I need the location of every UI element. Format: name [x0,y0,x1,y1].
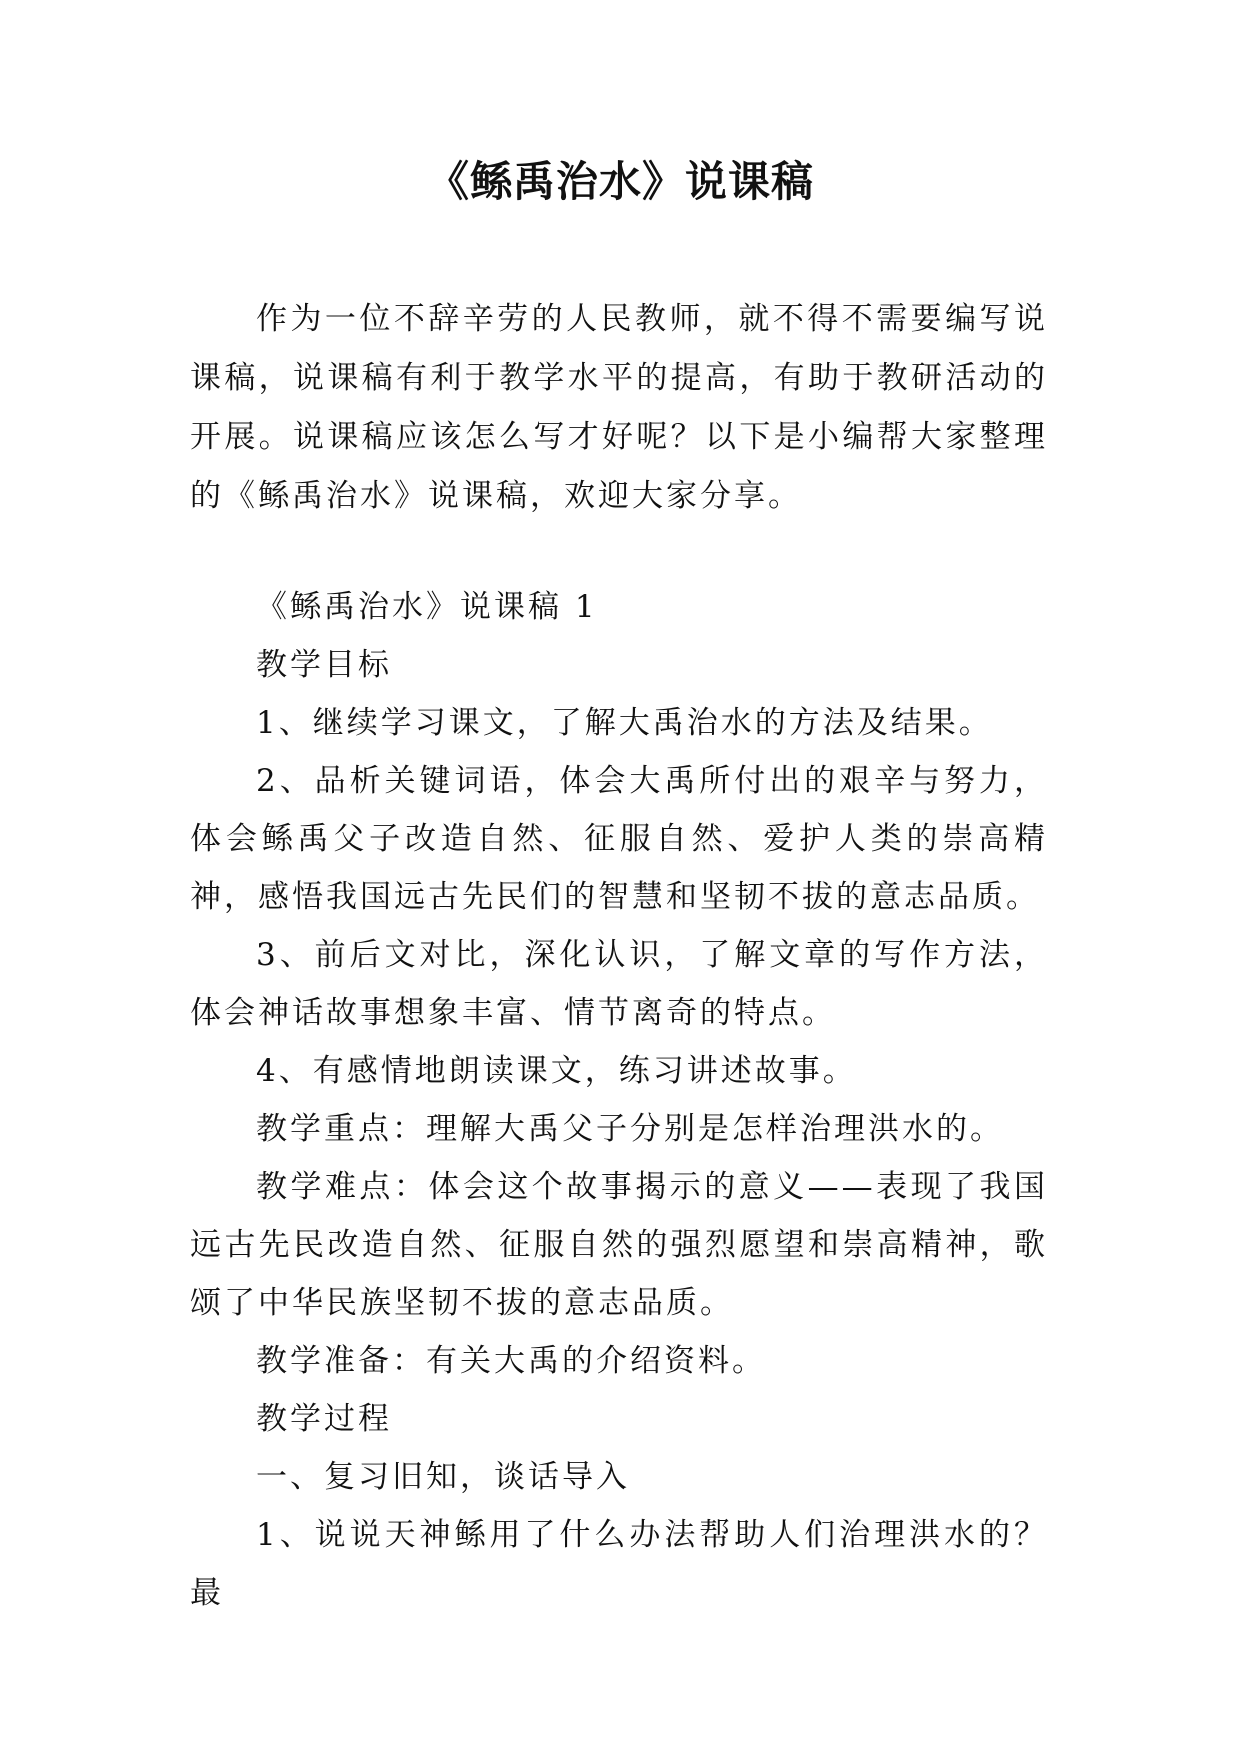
subheading-teaching-process: 教学过程 [256,1401,392,1437]
document-body [190,578,1048,1622]
process-item-1: 1、说说天神鲧用了什么办法帮助人们治理洪水的？最 [190,1517,1048,1611]
intro-paragraph: 作为一位不辞辛劳的人民教师，就不得不需要编写说课稿，说课稿有利于教学水平的提高，有助于教研活动的开展。说课稿应该怎么写才好呢？以下是小编帮大家整理的《鲧禹治水》说课稿，欢迎大家分享。 [190,301,1048,514]
process-step-1: 一、复习旧知，谈话导入 [256,1459,630,1495]
section-heading: 《鲧禹治水》说课稿 1 [256,589,598,625]
teaching-preparation: 教学准备：有关大禹的介绍资料。 [256,1343,766,1379]
teaching-focus: 教学重点：理解大禹父子分别是怎样治理洪水的。 [256,1111,1004,1147]
subheading-teaching-goals: 教学目标 [256,647,392,683]
goal-item-3: 3、前后文对比，深化认识，了解文章的写作方法，体会神话故事想象丰富、情节离奇的特点。 [190,937,1048,1031]
goal-item-4: 4、有感情地朗读课文，练习讲述故事。 [256,1053,857,1089]
goal-item-2: 2、品析关键词语，体会大禹所付出的艰辛与努力，体会鲧禹父子改造自然、征服自然、爱护人类的崇高精神，感悟我国远古先民们的智慧和坚韧不拔的意志品质。 [190,763,1048,915]
goal-item-1: 1、继续学习课文，了解大禹治水的方法及结果。 [256,705,993,741]
document-title: 《鲧禹治水》说课稿 [426,157,814,206]
teaching-difficulty: 教学难点：体会这个故事揭示的意义——表现了我国远古先民改造自然、征服自然的强烈愿望和崇高精神，歌颂了中华民族坚韧不拔的意志品质。 [190,1169,1048,1321]
